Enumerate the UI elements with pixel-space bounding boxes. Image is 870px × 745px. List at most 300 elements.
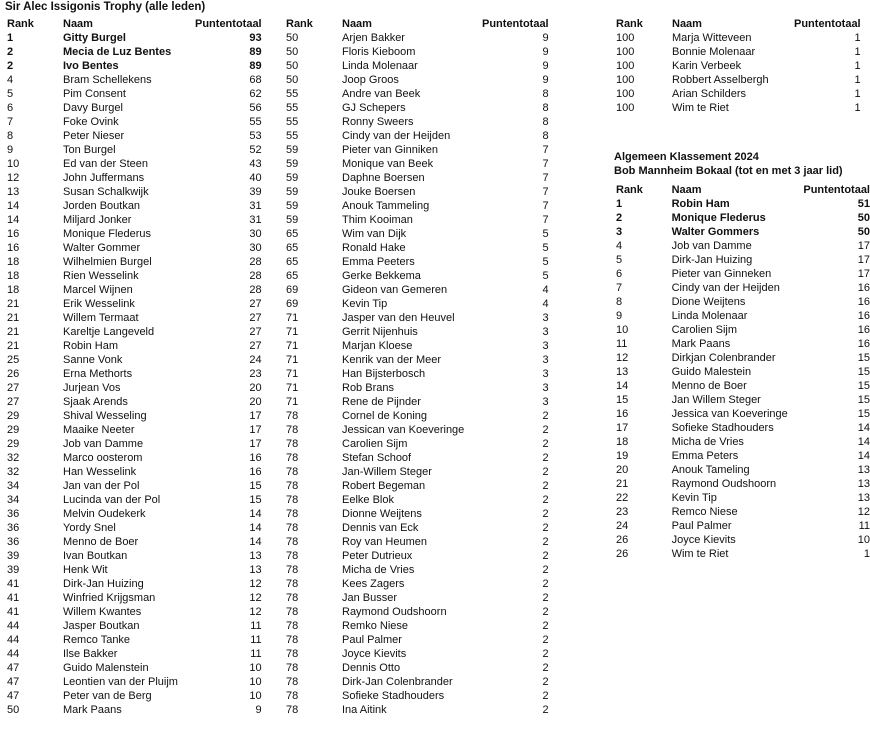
table-row [616,449,870,463]
table-row [616,31,861,45]
table-row [7,577,262,591]
rank-cell: 25 [7,354,20,366]
name-cell: Carolien Sijm [671,324,738,336]
klassement-title: Algemeen Klassement 2024 [614,151,759,163]
rank-cell: 21 [7,340,20,352]
rank-cell: 13 [7,186,20,198]
rank-cell: 36 [7,522,20,534]
rank-cell: 78 [286,676,299,688]
points-cell: 8 [542,88,549,100]
rank-cell: 78 [286,592,299,604]
points-cell: 1 [854,74,861,86]
rank-cell: 21 [7,298,20,310]
name-cell: Jurjean Vos [63,382,121,394]
name-cell: Micha de Vries [342,564,415,576]
name-cell: Arjen Bakker [342,32,405,44]
name-cell: Yordy Snel [63,522,116,534]
name-cell: Jorden Boutkan [63,200,141,212]
rank-cell: 23 [616,506,629,518]
table-row [616,295,870,309]
table-row [286,283,549,297]
points-cell: 15 [857,366,870,378]
rank-cell: 29 [7,438,20,450]
table-row [286,199,549,213]
name-cell: Emma Peters [671,450,739,462]
table-row [7,87,262,101]
rank-cell: 34 [7,480,20,492]
rank-cell: 55 [286,116,299,128]
table-row [616,393,870,407]
points-cell: 62 [249,88,262,100]
table-row [286,591,549,605]
table-row [7,157,262,171]
table-row [7,311,262,325]
name-cell: Monique Flederus [63,228,152,240]
name-cell: Bram Schellekens [63,74,152,86]
rank-cell: 36 [7,536,20,548]
points-cell: 20 [249,382,262,394]
name-cell: Menno de Boer [63,536,139,548]
points-cell: 16 [857,296,870,308]
points-cell: 16 [249,452,262,464]
points-cell: 14 [249,508,262,520]
rank-cell: 100 [616,74,635,86]
table-row [7,129,262,143]
name-cell: Job van Damme [671,240,752,252]
name-cell: Floris Kieboom [342,46,416,58]
name-cell: Dirk-Jan Huizing [63,578,144,590]
table-row [286,171,549,185]
name-cell: Han Bijsterbosch [342,368,426,380]
rank-header: Rank [286,18,313,30]
table-row [7,451,262,465]
name-cell: Erik Wesselink [63,298,135,310]
points-cell: 50 [857,212,870,224]
rank-cell: 65 [286,270,299,282]
table-row [286,87,549,101]
rank-cell: 41 [7,592,20,604]
rank-cell: 2 [616,212,623,224]
name-cell: Jasper Boutkan [63,620,140,632]
rank-cell: 55 [286,88,299,100]
table-row [286,521,549,535]
name-cell: Dionne Weijtens [342,508,422,520]
rank-cell: 8 [7,130,14,142]
name-cell: Willem Kwantes [63,606,142,618]
table-row [616,211,870,225]
table-row [286,213,549,227]
rank-cell: 44 [7,620,20,632]
rank-cell: 7 [7,116,14,128]
points-cell: 11 [858,520,870,532]
points-cell: 2 [542,480,549,492]
rank-cell: 78 [286,690,299,702]
points-cell: 3 [542,396,549,408]
table-row [616,309,870,323]
table-row [616,379,870,393]
rank-cell: 69 [286,298,299,310]
table-row [286,549,549,563]
rank-cell: 20 [616,464,629,476]
name-cell: Maaike Neeter [63,424,135,436]
name-cell: Jan Willem Steger [671,394,761,406]
table-row [7,143,262,157]
name-cell: Marco oosterom [63,452,143,464]
table-row [286,255,549,269]
name-cell: Thim Kooiman [342,214,413,226]
page-title: Sir Alec Issigonis Trophy (alle leden) [5,1,206,13]
rank-cell: 8 [616,296,623,308]
points-cell: 14 [857,422,870,434]
name-cell: Peter van de Berg [63,690,152,702]
rank-cell: 78 [286,620,299,632]
name-cell: Cindy van der Heijden [342,130,451,142]
points-cell: 3 [542,382,549,394]
points-cell: 2 [542,634,549,646]
name-cell: Remco Tanke [63,634,131,646]
table-row [286,577,549,591]
table-row [7,647,262,661]
name-cell: Gideon van Gemeren [342,284,448,296]
table-row [7,59,262,73]
name-cell: Emma Peeters [342,256,415,268]
name-cell: Jasper van den Heuvel [342,312,455,324]
points-cell: 1 [854,46,861,58]
rank-cell: 6 [7,102,14,114]
table-row [286,423,549,437]
name-cell: Ina Aitink [342,704,387,716]
rank-cell: 7 [616,282,623,294]
rank-cell: 59 [286,144,299,156]
table-row [286,227,549,241]
rank-cell: 78 [286,550,299,562]
table-row [616,477,870,491]
table-row [7,619,262,633]
points-cell: 14 [857,436,870,448]
rank-cell: 55 [286,102,299,114]
name-cell: Dirkjan Colenbrander [671,352,776,364]
table-row [616,73,861,87]
points-cell: 2 [542,522,549,534]
rank-cell: 78 [286,522,299,534]
points-cell: 9 [542,32,549,44]
name-cell: Ivan Boutkan [63,550,128,562]
points-cell: 1 [854,32,861,44]
name-cell: Kevin Tip [342,298,388,310]
rank-cell: 100 [616,46,635,58]
name-cell: Leontien van der Pluijm [63,676,178,688]
table-row [7,185,262,199]
points-cell: 9 [542,46,549,58]
rank-cell: 15 [616,394,629,406]
name-cell: John Juffermans [63,172,145,184]
name-cell: Willem Termaat [63,312,139,324]
name-cell: Kareltje Langeveld [63,326,155,338]
points-cell: 5 [542,242,549,254]
table-row [7,493,262,507]
rank-cell: 18 [616,436,629,448]
rank-cell: 50 [286,74,299,86]
points-cell: 51 [857,198,870,210]
name-cell: Guido Malenstein [63,662,149,674]
name-cell: Raymond Oudshoorn [671,478,777,490]
rank-cell: 47 [7,690,20,702]
name-cell: Raymond Oudshoorn [342,606,447,618]
name-cell: Dennis van Eck [342,522,419,534]
table-row [616,463,870,477]
rank-cell: 14 [7,214,20,226]
points-cell: 27 [249,326,262,338]
punten-header: Puntentotaal [794,18,861,30]
table-row [286,59,549,73]
table-row [7,255,262,269]
rank-cell: 21 [7,326,20,338]
table-row [7,437,262,451]
table-row [7,45,262,59]
table-row [616,323,870,337]
header-row [616,183,870,197]
name-cell: Wilhelmien Burgel [63,256,152,268]
table-row [286,311,549,325]
name-cell: Dirk-Jan Colenbrander [342,676,453,688]
points-cell: 7 [542,200,549,212]
points-cell: 2 [542,452,549,464]
table-row [616,239,870,253]
points-cell: 20 [249,396,262,408]
points-cell: 1 [863,548,870,560]
points-cell: 27 [249,298,262,310]
points-cell: 12 [249,606,262,618]
points-cell: 30 [249,242,262,254]
table-row [7,269,262,283]
table-row [286,157,549,171]
name-cell: Dennis Otto [342,662,401,674]
table-row [286,465,549,479]
table-row [286,185,549,199]
name-cell: Wim te Riet [672,102,729,114]
rank-cell: 26 [616,534,629,546]
table-row [616,533,870,547]
points-cell: 3 [542,340,549,352]
name-cell: Daphne Boersen [342,172,425,184]
rank-cell: 69 [286,284,299,296]
name-cell: Kevin Tip [671,492,717,504]
name-cell: Joop Groos [342,74,399,86]
table-row [616,281,870,295]
rank-cell: 12 [616,352,629,364]
rank-header: Rank [7,18,34,30]
rank-cell: 59 [286,158,299,170]
points-cell: 8 [542,116,549,128]
points-cell: 13 [249,550,262,562]
table-row [7,241,262,255]
table-row [286,353,549,367]
points-cell: 14 [249,522,262,534]
points-cell: 2 [542,676,549,688]
table-row [286,129,549,143]
table-row [616,491,870,505]
header-row [286,17,549,31]
name-cell: Han Wesselink [63,466,137,478]
rank-cell: 11 [616,338,628,350]
points-cell: 16 [249,466,262,478]
table-row [7,521,262,535]
rank-cell: 24 [616,520,629,532]
rank-cell: 78 [286,438,299,450]
table-row [286,647,549,661]
points-cell: 28 [249,270,262,282]
name-cell: Carolien Sijm [342,438,408,450]
rank-cell: 32 [7,466,20,478]
points-cell: 93 [249,32,262,44]
points-cell: 31 [249,214,262,226]
points-cell: 2 [542,410,549,422]
points-cell: 5 [542,270,549,282]
rank-cell: 29 [7,410,20,422]
table-row [7,535,262,549]
points-cell: 13 [249,564,262,576]
rank-cell: 5 [7,88,14,100]
name-cell: Gerrit Nijenhuis [342,326,418,338]
rank-cell: 21 [616,478,629,490]
name-cell: Gitty Burgel [63,32,126,44]
table-row [7,591,262,605]
table-row [286,703,549,717]
points-cell: 1 [854,88,861,100]
points-cell: 2 [542,620,549,632]
rank-cell: 3 [616,226,623,238]
name-cell: Susan Schalkwijk [63,186,149,198]
name-cell: Robbert Asselbergh [672,74,769,86]
name-cell: Dione Weijtens [671,296,746,308]
table-row [286,661,549,675]
rank-cell: 78 [286,536,299,548]
table-row [7,339,262,353]
table-row [286,73,549,87]
rank-cell: 71 [286,396,299,408]
points-cell: 17 [857,240,870,252]
name-cell: Jouke Boersen [342,186,416,198]
points-cell: 28 [249,284,262,296]
points-cell: 3 [542,326,549,338]
name-cell: Linda Molenaar [671,310,748,322]
name-cell: Anouk Tameling [671,464,750,476]
rank-cell: 71 [286,354,299,366]
points-cell: 2 [542,550,549,562]
rank-cell: 78 [286,704,299,716]
rank-cell: 71 [286,312,299,324]
name-cell: Walter Gommer [63,242,141,254]
name-cell: Paul Palmer [342,634,402,646]
table-body [616,197,870,561]
name-cell: Eelke Blok [342,494,394,506]
name-cell: Ilse Bakker [63,648,118,660]
table-row [7,675,262,689]
points-cell: 23 [249,368,262,380]
rank-cell: 27 [7,396,20,408]
table-row [286,605,549,619]
rank-cell: 50 [286,32,299,44]
points-cell: 2 [542,662,549,674]
rank-cell: 100 [616,102,635,114]
points-cell: 39 [249,186,262,198]
points-cell: 4 [542,284,549,296]
table-row [7,381,262,395]
points-cell: 10 [249,690,262,702]
name-cell: Andre van Beek [342,88,421,100]
points-cell: 14 [249,536,262,548]
points-cell: 3 [542,354,549,366]
name-cell: Gerke Bekkema [342,270,421,282]
name-cell: Ed van der Steen [63,158,149,170]
table-row [286,339,549,353]
naam-header: Naam [63,18,93,30]
points-cell: 43 [249,158,262,170]
points-cell: 28 [249,256,262,268]
points-cell: 9 [255,704,262,716]
table-row [286,269,549,283]
table-row [7,661,262,675]
table-row [7,395,262,409]
points-cell: 10 [249,662,262,674]
rank-cell: 1 [616,198,623,210]
name-cell: Karin Verbeek [672,60,742,72]
points-cell: 16 [857,282,870,294]
name-cell: Bonnie Molenaar [672,46,756,58]
rank-cell: 71 [286,382,299,394]
naam-header: Naam [342,18,372,30]
points-cell: 31 [249,200,262,212]
table-body [616,31,861,115]
rank-cell: 18 [7,256,20,268]
table-row [286,493,549,507]
rank-cell: 32 [7,452,20,464]
table-row [7,689,262,703]
table-row [286,409,549,423]
punten-header: Puntentotaal [482,18,549,30]
table-row [616,225,870,239]
table-row [616,407,870,421]
rank-header: Rank [616,18,643,30]
name-cell: Marja Witteveen [672,32,752,44]
table-row [616,337,870,351]
table-body [286,31,549,717]
name-cell: Jan-Willem Steger [342,466,432,478]
rank-cell: 78 [286,662,299,674]
points-cell: 13 [857,464,870,476]
rank-cell: 65 [286,256,299,268]
rank-cell: 71 [286,326,299,338]
table-row [7,115,262,129]
name-cell: Robin Ham [671,198,730,210]
table-row [616,87,861,101]
name-cell: Jessican van Koeveringe [342,424,465,436]
rank-cell: 9 [7,144,14,156]
rank-cell: 100 [616,60,635,72]
rank-cell: 59 [286,186,299,198]
name-cell: Joyce Kievits [342,648,407,660]
table-row [616,435,870,449]
table-row [286,325,549,339]
name-cell: Jan Busser [342,592,398,604]
points-cell: 12 [857,506,870,518]
points-cell: 15 [249,480,262,492]
table-row [7,213,262,227]
rank-cell: 78 [286,508,299,520]
table-row [7,227,262,241]
points-cell: 2 [542,704,549,716]
table-row [616,59,861,73]
